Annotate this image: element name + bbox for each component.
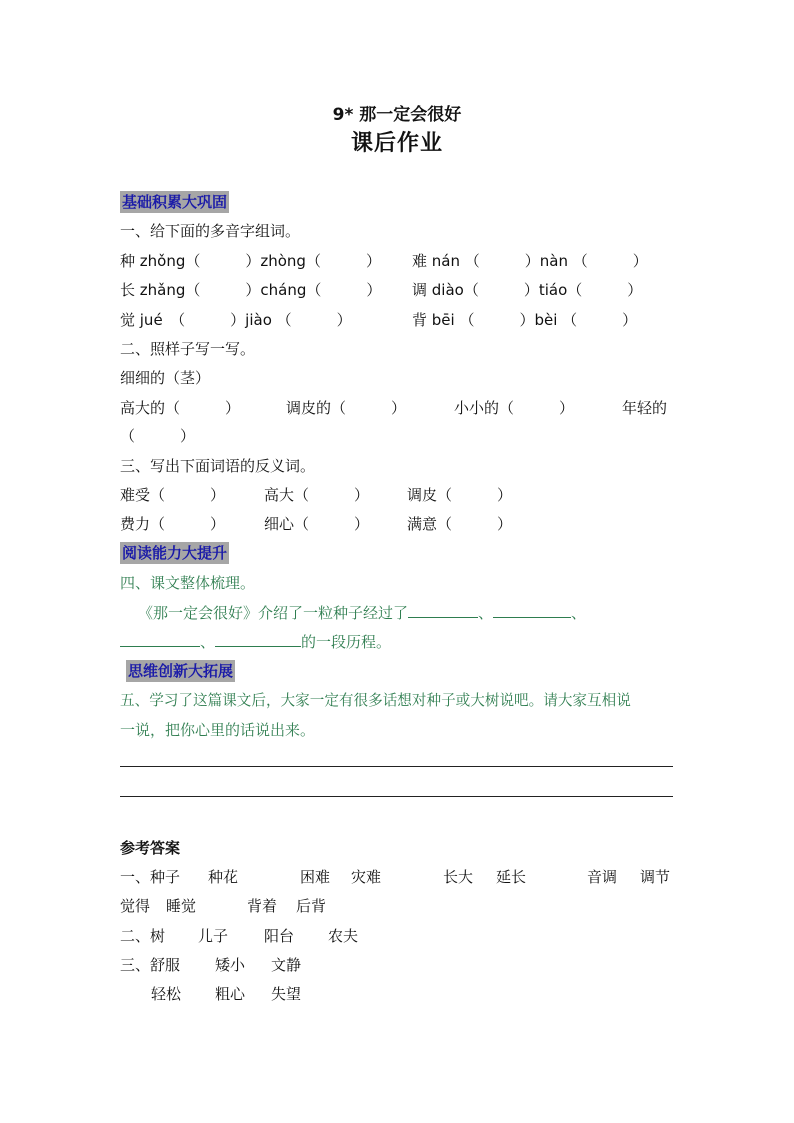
polyphone-item: 调 diào（ ）tiáo（ ） <box>412 281 643 299</box>
answer-3-line-1 <box>120 950 680 980</box>
answer-word: 矮小 <box>215 956 246 974</box>
answer-1-line-2 <box>120 891 680 921</box>
answer-word: 困难 <box>300 868 331 886</box>
antonym-item: 细心（ ） <box>264 515 370 533</box>
document-title: 课后作业 <box>350 131 443 156</box>
polyphone-item: 长 zhǎng（ ）cháng（ ） <box>120 281 382 299</box>
answer-word: 二、树 <box>120 927 166 945</box>
answer-word: 文静 <box>271 956 302 974</box>
polyphone-item: 难 nán （ ）nàn （ ） <box>412 252 648 270</box>
answer-word: 粗心 <box>215 985 246 1003</box>
question-1-title: 一、给下面的多音字组词。 <box>120 222 301 240</box>
question-3-row <box>120 509 680 539</box>
separator: 、 <box>478 604 494 622</box>
question-4-line-2 <box>120 627 680 657</box>
answer-word: 种花 <box>208 868 239 886</box>
section-label-thinking: 思维创新大拓展 <box>128 662 234 680</box>
word-item: 小小的（ ） <box>454 399 575 417</box>
polyphone-item: 背 bēi （ ）bèi （ ） <box>412 311 638 329</box>
question-4-title: 四、课文整体梳理。 <box>120 574 256 592</box>
answer-word: 觉得 <box>120 897 151 915</box>
word-item: 调皮的（ ） <box>286 399 407 417</box>
answer-word: 调节 <box>640 868 671 886</box>
writing-line[interactable] <box>120 766 673 767</box>
answer-word: 三、舒服 <box>120 956 181 974</box>
question-2-wrap: （ ） <box>120 427 196 445</box>
writing-line[interactable] <box>120 796 673 797</box>
answer-word: 灾难 <box>351 868 382 886</box>
question-2-title: 二、照样子写一写。 <box>120 340 256 358</box>
question-1-row <box>120 275 680 305</box>
answer-word: 农夫 <box>328 927 359 945</box>
polyphone-item: 觉 jué （ ）jiào （ ） <box>120 311 352 329</box>
answer-word: 睡觉 <box>166 897 197 915</box>
question-3-row <box>120 480 680 510</box>
answer-word: 后背 <box>296 897 327 915</box>
answer-word: 延长 <box>496 868 527 886</box>
word-item: 年轻的 <box>622 399 668 417</box>
answer-2-line <box>120 921 680 951</box>
antonym-item: 调皮（ ） <box>407 486 513 504</box>
question-1-row <box>120 305 680 335</box>
answers-heading: 参考答案 <box>120 839 181 857</box>
question-1-row <box>120 246 680 276</box>
answer-word: 阳台 <box>264 927 295 945</box>
answer-word: 失望 <box>271 985 302 1003</box>
question-2-row <box>120 393 680 423</box>
answer-blank[interactable] <box>120 628 200 647</box>
antonym-item: 高大（ ） <box>264 486 370 504</box>
antonym-item: 费力（ ） <box>120 515 226 533</box>
question-4-line-1 <box>120 598 680 628</box>
question-4-text: 《那一定会很好》介绍了一粒种子经过了 <box>138 604 409 622</box>
question-5-line-2: 一说，把你心里的话说出来。 <box>120 721 316 739</box>
answer-word: 轻松 <box>151 985 182 1003</box>
separator: 、 <box>200 633 216 651</box>
question-3-title: 三、写出下面词语的反义词。 <box>120 457 316 475</box>
answer-word: 长大 <box>443 868 474 886</box>
answer-word: 儿子 <box>198 927 229 945</box>
word-item: 高大的（ ） <box>120 399 241 417</box>
antonym-item: 满意（ ） <box>407 515 513 533</box>
antonym-item: 难受（ ） <box>120 486 226 504</box>
question-5-line-1: 五、学习了这篇课文后，大家一定有很多话想对种子或大树说吧。请大家互相说 <box>120 692 631 709</box>
section-label-basic: 基础积累大巩固 <box>122 193 228 211</box>
answer-word: 一、种子 <box>120 868 181 886</box>
answer-blank[interactable] <box>408 599 478 618</box>
answer-word: 背着 <box>247 897 278 915</box>
answer-blank[interactable] <box>493 599 571 618</box>
section-label-reading: 阅读能力大提升 <box>122 544 228 562</box>
lesson-title: 9* 那一定会很好 <box>332 105 462 125</box>
question-2-example: 细细的（茎） <box>120 369 211 387</box>
answer-blank[interactable] <box>215 628 301 647</box>
answer-word: 音调 <box>587 868 618 886</box>
polyphone-item: 种 zhǒng（ ）zhòng（ ） <box>120 252 381 270</box>
answer-3-line-2 <box>120 979 680 1009</box>
question-4-tail: 的一段历程。 <box>301 633 392 651</box>
separator: 、 <box>571 604 587 622</box>
answer-1-line-1 <box>120 862 680 892</box>
